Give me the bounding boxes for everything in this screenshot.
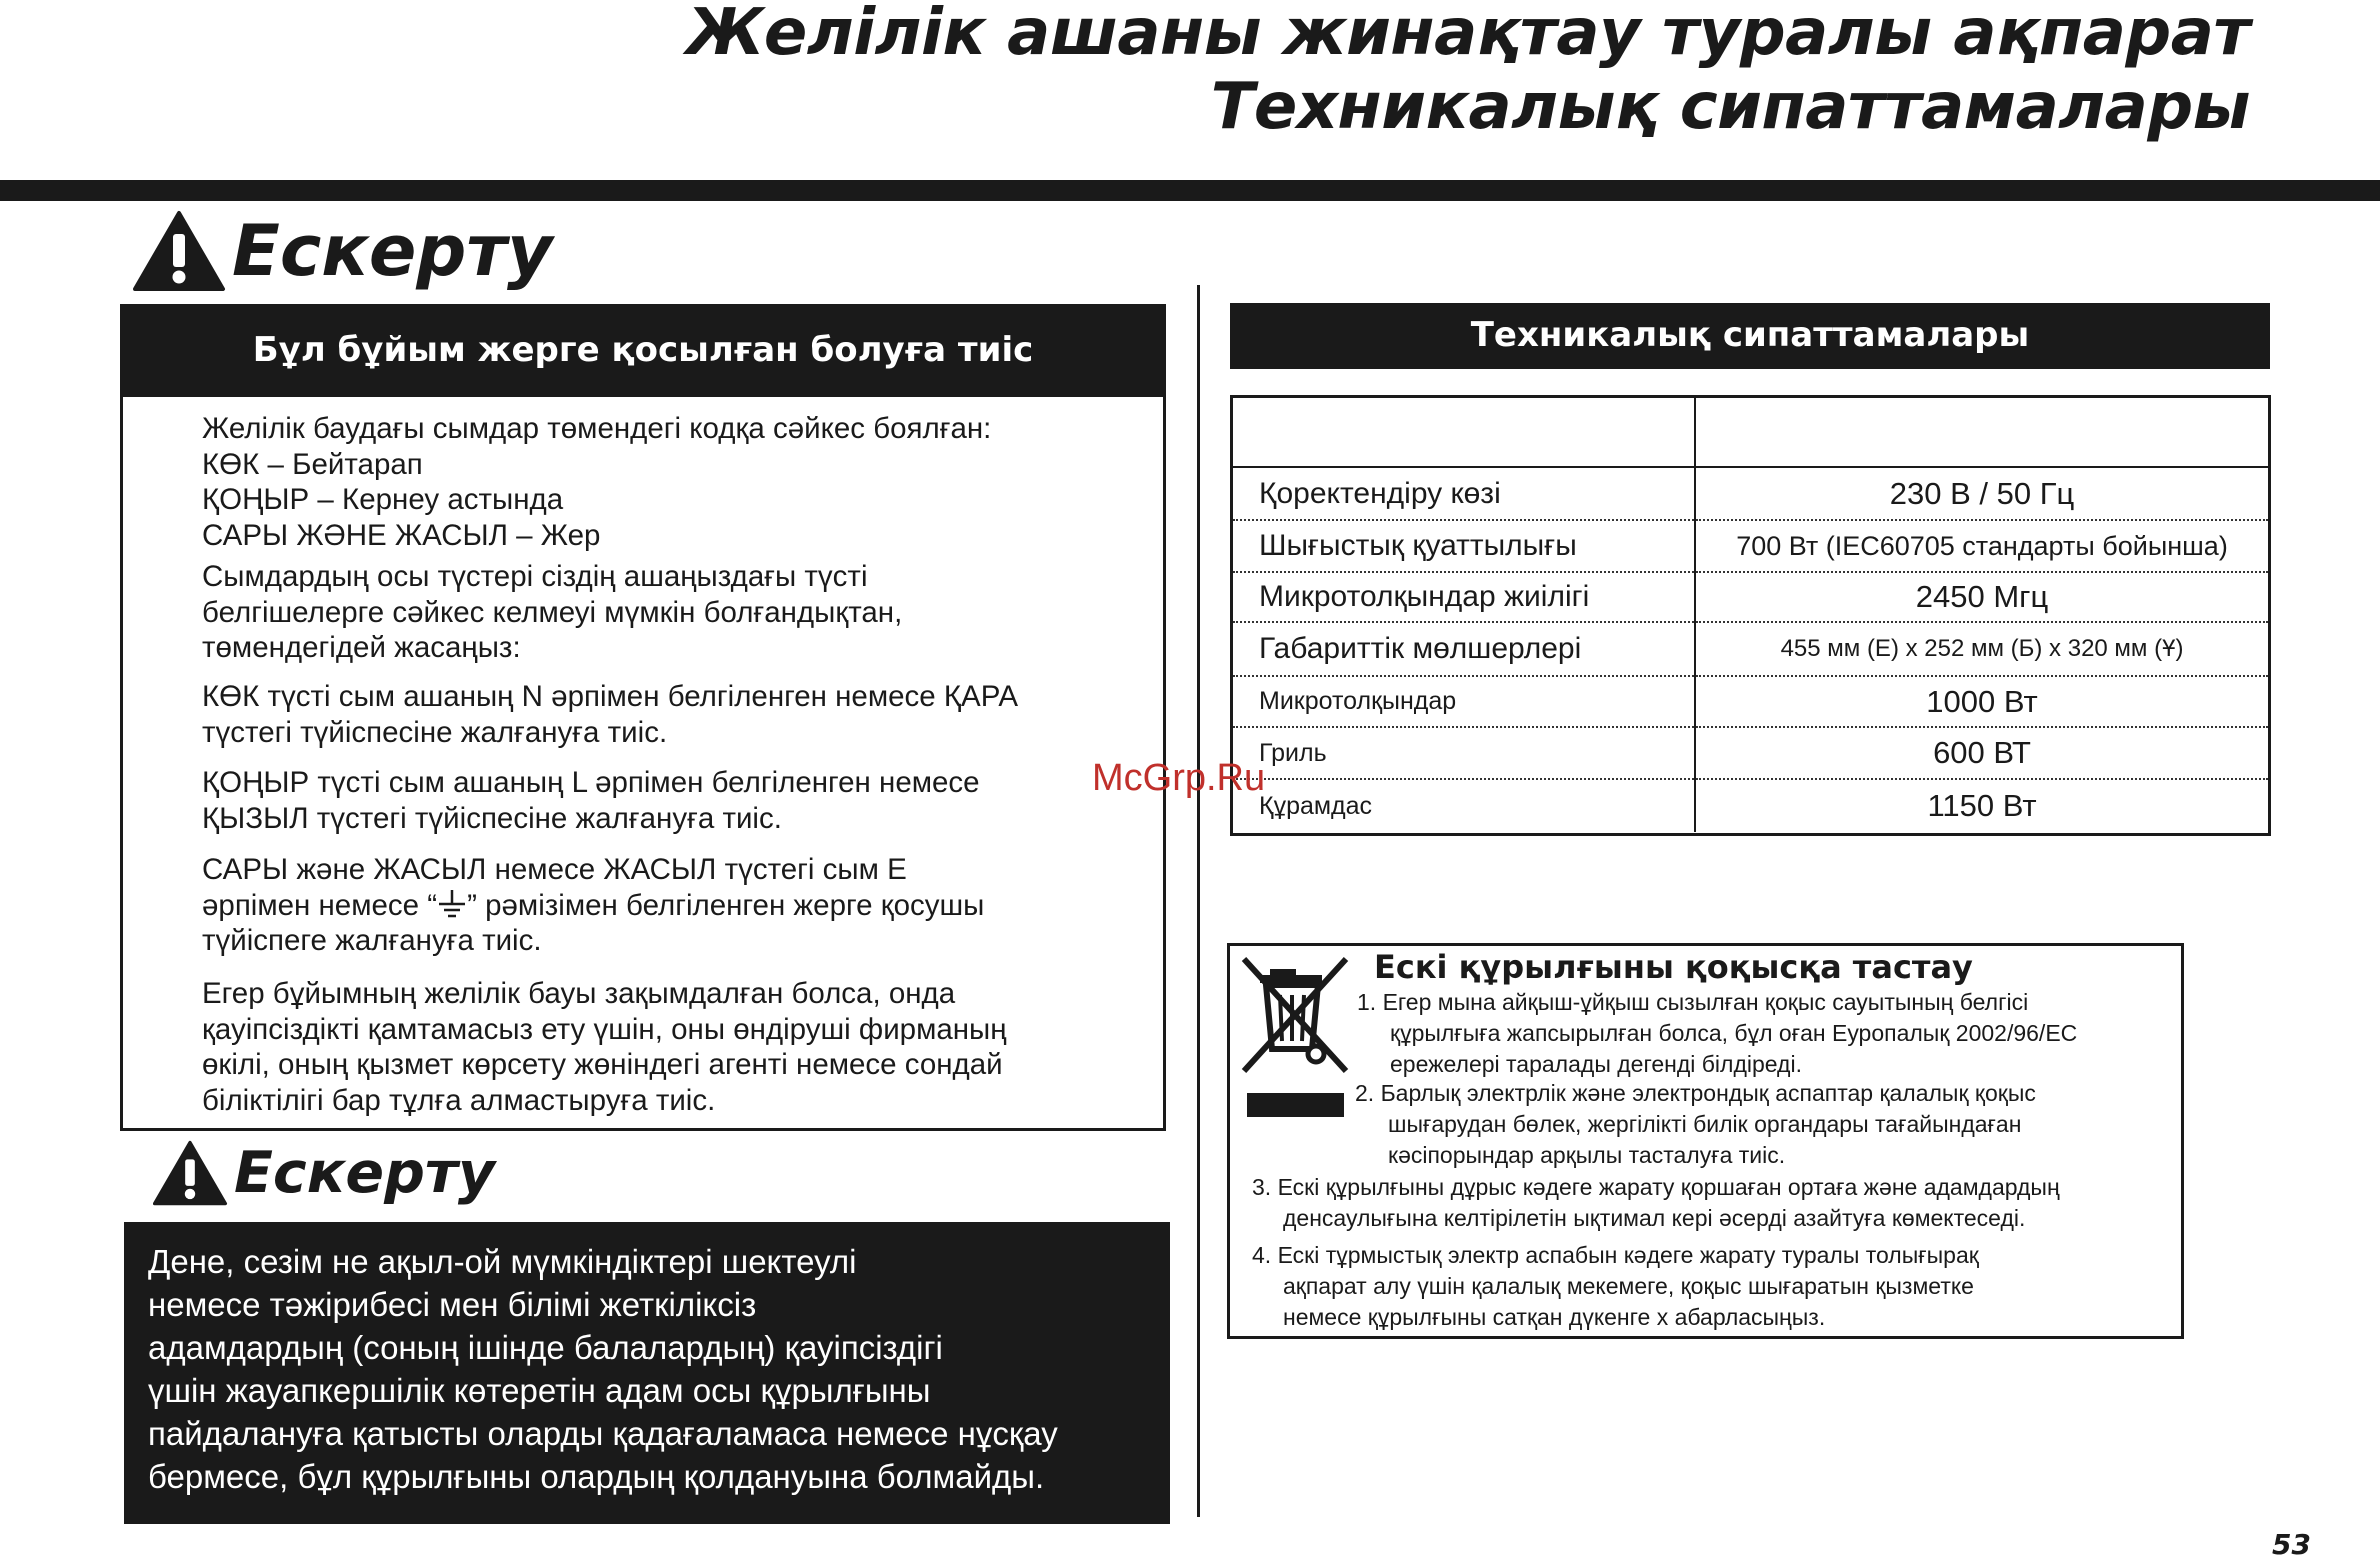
- warning-title: Ескерту: [234, 1140, 496, 1206]
- column-divider: [1197, 285, 1200, 1517]
- disposal-item-3: [1252, 1172, 2060, 1234]
- text-line: өкілі, оның қызмет көрсету жөніндегі агенті немесе сондай: [202, 1048, 1003, 1081]
- colour-mismatch-paragraph: [202, 559, 902, 666]
- spec-value: 230 В / 50 Гц: [1889, 475, 2075, 511]
- table-row: [1233, 727, 2268, 779]
- warning-triangle-icon: [152, 1140, 228, 1206]
- page-title-line1: Желілік ашаны жинақтау туралы ақпарат: [686, 0, 2250, 70]
- text-line: КӨК түсті сым ашаның N әрпімен белгіленген немесе ҚАРА: [202, 680, 1019, 713]
- text-line: ақпарат алу үшін қалалық мекемеге, қоқыс шығаратын қызметке: [1283, 1273, 1974, 1299]
- text-line: немесе құрылғыны сатқан дүкенге х абарласыңыз.: [1283, 1304, 1826, 1330]
- spec-label: Микротолқындар жиілігі: [1233, 572, 1695, 622]
- text-line: ҚЫЗЫЛ түстегі түйіспесіне жалғануға тиіс.: [202, 801, 782, 835]
- text-line: кәсіпорындар арқылы тасталуға тиіс.: [1388, 1142, 1786, 1168]
- text-line: Дене, сезім не ақыл-ой мүмкіндіктері шектеулі: [148, 1243, 857, 1280]
- table-row: [1233, 572, 2268, 622]
- weee-bar-icon: [1247, 1093, 1344, 1117]
- text-line: бермесе, бұл құрылғыны олардың қолдануына болмайды.: [148, 1458, 1045, 1495]
- spec-value: 2450 Мгц: [1915, 579, 2049, 614]
- text-line: 1. Егер мына айқыш-ұйқыш сызылған қоқыс сауытының белгісі: [1357, 989, 2029, 1015]
- text-line: 3. Ескі құрылғыны дұрыс кәдеге жарату қоршаған ортаға және адамдардың: [1252, 1174, 2060, 1200]
- earth-ground-icon: [437, 889, 467, 921]
- disposal-title: Ескі құрылғыны қоқысқа тастау: [1374, 948, 1973, 986]
- table-row: [1233, 779, 2268, 832]
- text-line: төмендегідей жасаңыз:: [202, 631, 521, 664]
- spec-label: Гриль: [1233, 727, 1695, 779]
- spec-value: 700 Вт (IEC60705 стандарты бойынша): [1736, 530, 2228, 561]
- warning-title: Ескерту: [232, 210, 553, 292]
- text-line: адамдардың (соның ішінде балалардың) қауіпсіздігі: [148, 1329, 943, 1366]
- watermark: McGrp.Ru: [1092, 757, 1266, 799]
- supervision-warning-box: [124, 1222, 1170, 1524]
- text-line: КӨК – Бейтарап: [202, 447, 423, 481]
- text-line: САРЫ ЖӘНЕ ЖАСЫЛ – Жер: [202, 518, 601, 552]
- text-line: құрылғыға жапсырылған болса, бұл оған Еуропалық 2002/96/ЕС: [1390, 1020, 2078, 1046]
- warning-heading-1: [132, 210, 553, 292]
- text-line: [202, 888, 984, 924]
- wire-colours-paragraph: [202, 411, 991, 553]
- spec-value: 600 ВТ: [1933, 735, 2031, 770]
- text-line: түстегі түйіспесіне жалғануға тиіс.: [202, 715, 668, 749]
- specs-bar: [1230, 303, 2270, 369]
- text-line: 4. Ескі тұрмыстық электр аспабын кәдеге жарату туралы толығырақ: [1252, 1242, 1979, 1268]
- damaged-cord-paragraph: [202, 976, 1007, 1118]
- warning-heading-2: [152, 1140, 495, 1206]
- earth-wire-paragraph: [202, 852, 984, 959]
- text-line: үшін жауапкершілік көтеретін адам осы құрылғыны: [148, 1372, 931, 1409]
- text-line: біліктілігі бар тұлға алмастыруға тиіс.: [202, 1083, 716, 1117]
- table-row: [1233, 676, 2268, 727]
- spec-value: 455 мм (Е) x 252 мм (Б) x 320 мм (Ұ): [1780, 635, 2184, 662]
- text-line: Сымдардың осы түстері сіздің ашаңыздағы түсті: [202, 560, 868, 593]
- table-row: [1233, 468, 2268, 520]
- text-line: немесе тәжірибесі мен білімі жеткіліксіз: [148, 1286, 757, 1323]
- spec-label: Қоректендіру көзі: [1233, 468, 1695, 520]
- text-segment: ” рәмізімен белгіленген жерге қосушы: [467, 888, 985, 922]
- text-line: түйіспеге жалғануға тиіс.: [202, 924, 542, 957]
- spec-value: 1150 Вт: [1927, 788, 2037, 823]
- blue-wire-paragraph: [202, 679, 1018, 750]
- specs-table-header-divider: [1694, 398, 1696, 467]
- grounding-bar-label: Бұл бұйым жерге қосылған болуға тиіс: [252, 330, 1034, 370]
- disposal-item-2: [1355, 1078, 2036, 1171]
- spec-label: Габариттік мөлшерлері: [1233, 622, 1695, 676]
- text-line: денсаулығына келтірілетін ықтимал кері әсерді азайтуға көмектеседі.: [1283, 1205, 2026, 1231]
- text-line: Егер бұйымның желілік бауы зақымдалған болса, онда: [202, 977, 956, 1010]
- text-line: 2. Барлық электрлік және электрондық аспаптар қалалық қоқыс: [1355, 1080, 2036, 1106]
- specs-bar-label: Техникалық сипаттамалары: [1470, 315, 2030, 355]
- text-line: ҚОҢЫР – Кернеу астында: [202, 483, 564, 516]
- disposal-item-1: [1357, 987, 2077, 1080]
- text-line: САРЫ және ЖАСЫЛ немесе ЖАСЫЛ түстегі сым Е: [202, 853, 907, 886]
- text-line: белгішелерге сәйкес келмеуі мүмкін болғандықтан,: [202, 595, 903, 629]
- disposal-item-4: [1252, 1240, 1979, 1333]
- brown-wire-paragraph: [202, 765, 980, 836]
- text-line: шығарудан бөлек, жергілікті билік органдары тағайындаған: [1388, 1111, 2022, 1137]
- table-row: [1233, 520, 2268, 572]
- text-line: ҚОҢЫР түсті сым ашаның L әрпімен белгіленген немесе: [202, 766, 980, 799]
- header-rule: [0, 180, 2380, 201]
- page-title-line2: Техникалық сипаттамалары: [1210, 70, 2250, 144]
- text-segment: әрпімен немесе “: [202, 888, 438, 922]
- spec-label: Шығыстық қуаттылығы: [1233, 520, 1695, 572]
- specs-table: [1233, 468, 2268, 832]
- page-number: 53: [2272, 1528, 2311, 1561]
- text-line: пайдалануға қатысты оларды қадағаламаса немесе нұсқау: [148, 1415, 1058, 1452]
- text-line: Желілік баудағы сымдар төмендегі кодқа сәйкес боялған:: [202, 412, 992, 445]
- spec-value: 1000 Вт: [1926, 683, 2038, 719]
- spec-label: Құрамдас: [1233, 779, 1695, 832]
- warning-triangle-icon: [132, 210, 226, 292]
- table-row: [1233, 622, 2268, 676]
- text-line: қауіпсіздікті қамтамасыз ету үшін, оны өндіруші фирманың: [202, 1012, 1007, 1046]
- crossed-bin-icon: [1240, 953, 1352, 1083]
- spec-label: Микротолқындар: [1233, 676, 1695, 727]
- text-line: ережелері таралады дегенді білдіреді.: [1390, 1051, 1802, 1077]
- grounding-bar: [120, 304, 1166, 396]
